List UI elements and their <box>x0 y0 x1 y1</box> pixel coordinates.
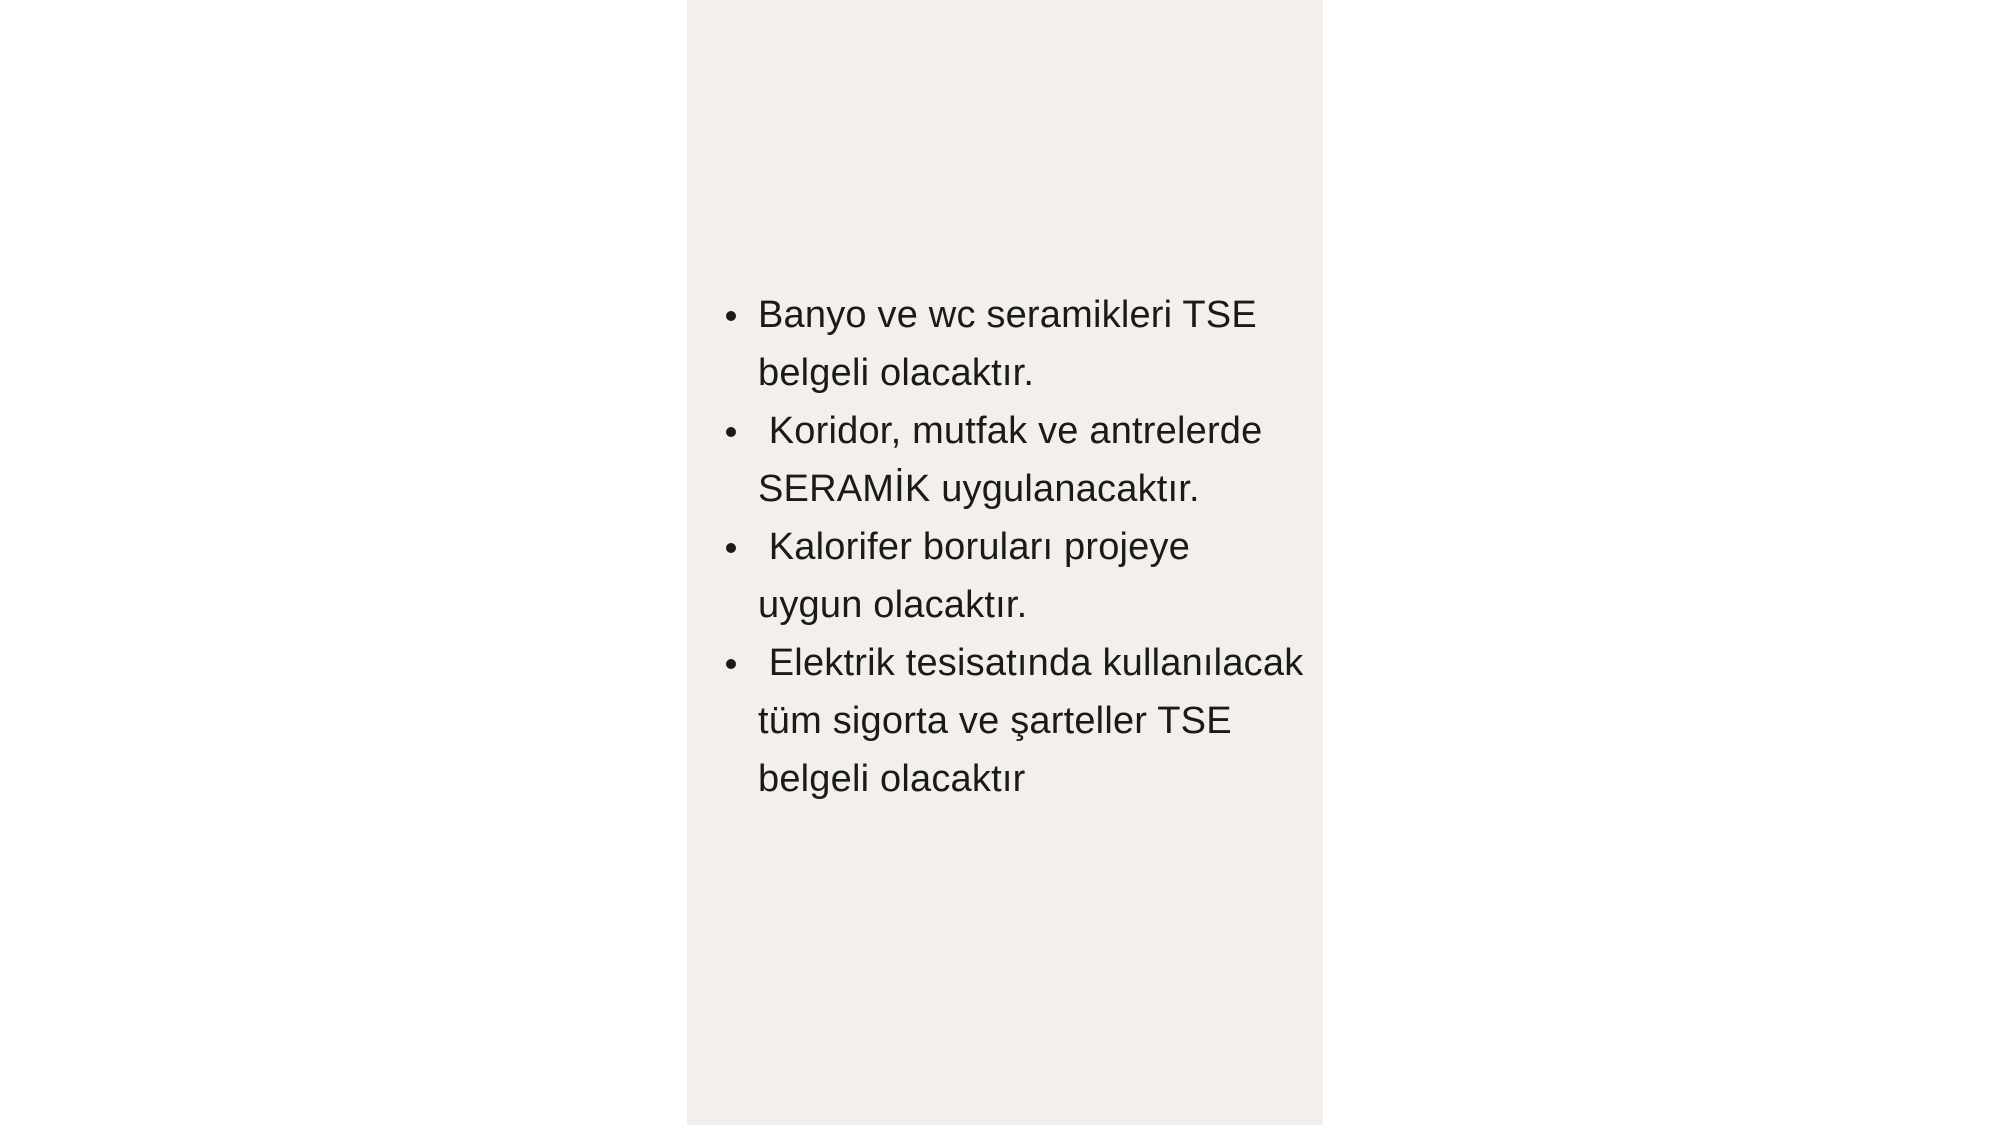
bullet-item <box>722 402 1322 518</box>
bullet-text: Elektrik tesisatında kullanılacak tüm sigorta ve şarteller TSE belgeli olacaktır <box>758 642 1304 800</box>
bullet-list <box>722 286 1322 808</box>
bullet-text: Kalorifer boruları projeye uygun olacaktır. <box>758 526 1191 626</box>
bullet-item <box>722 286 1322 402</box>
bullet-text: Koridor, mutfak ve antrelerde SERAMİK uygulanacaktır. <box>758 410 1263 510</box>
bullet-dot-icon <box>726 659 736 669</box>
bullet-dot-icon <box>726 543 736 553</box>
bullet-item <box>722 518 1322 634</box>
bullet-text: Banyo ve wc seramikleri TSE belgeli olacaktır. <box>758 294 1257 394</box>
bullet-item <box>722 634 1322 808</box>
bullet-dot-icon <box>726 311 736 321</box>
bullet-dot-icon <box>726 427 736 437</box>
